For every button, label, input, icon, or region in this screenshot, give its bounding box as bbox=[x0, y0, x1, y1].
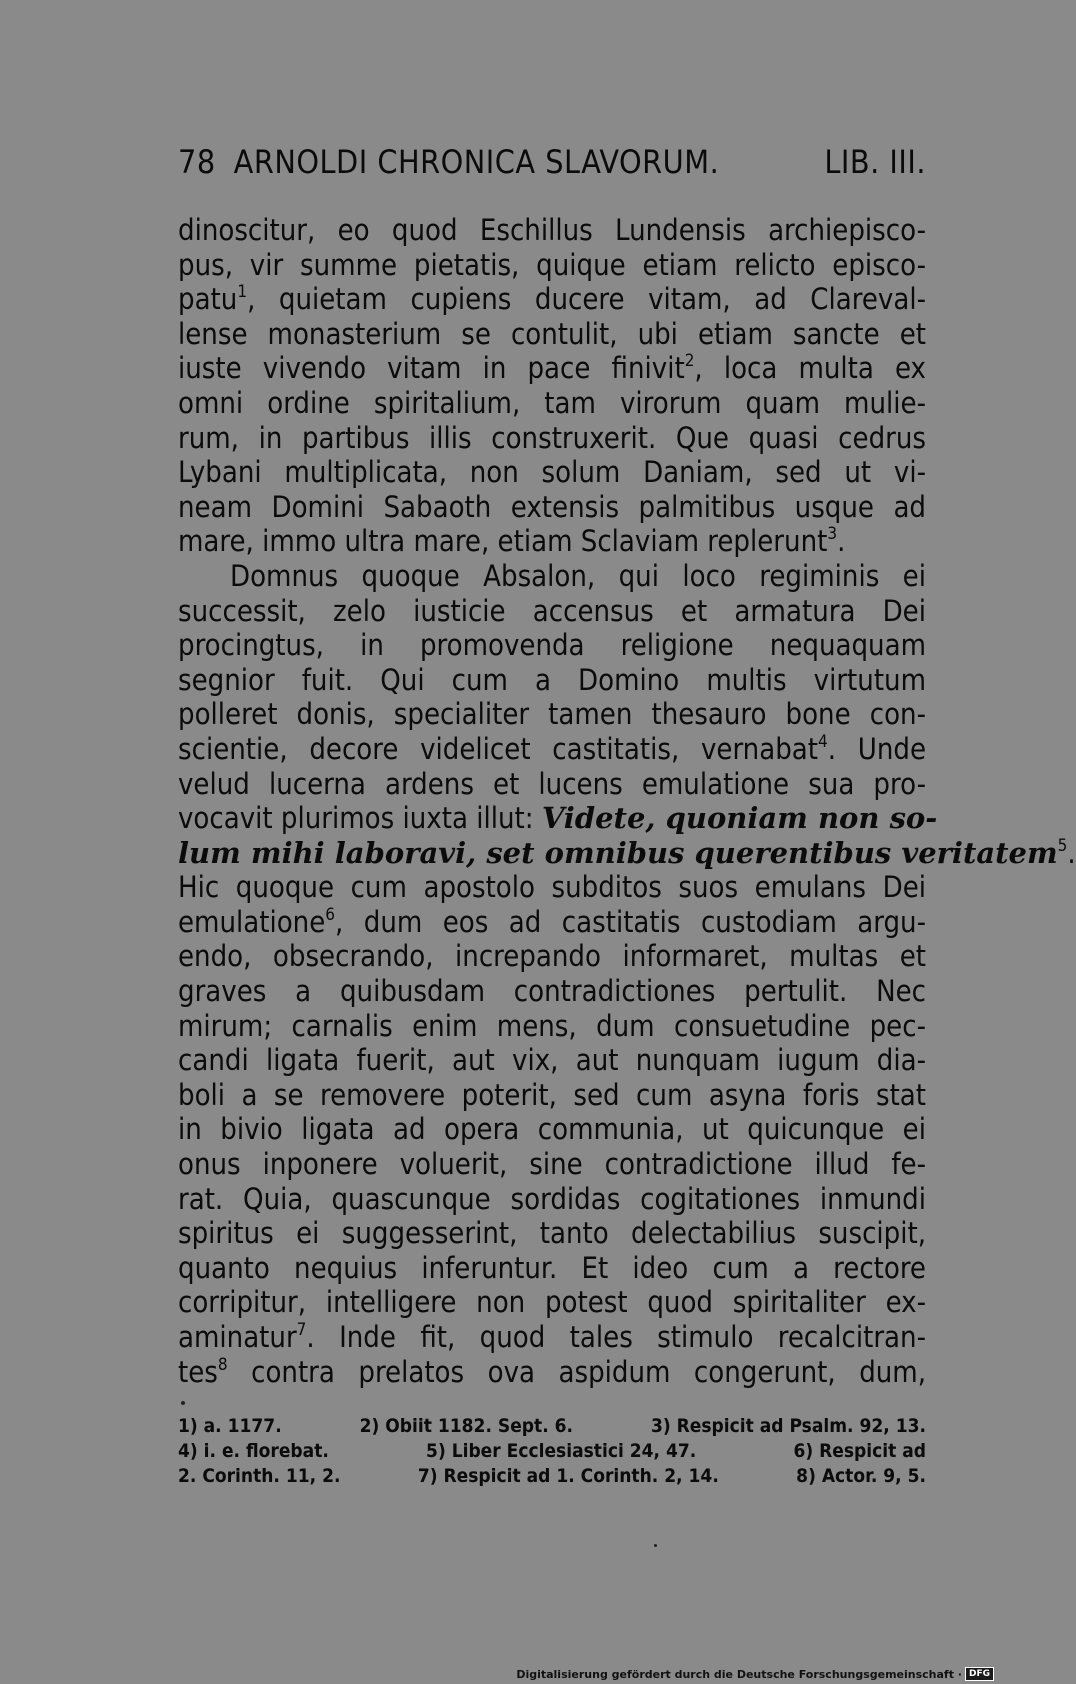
footnote-ref: 3 bbox=[827, 524, 838, 545]
footnote-row bbox=[178, 1464, 926, 1489]
text-line bbox=[178, 1112, 926, 1147]
text-line bbox=[178, 248, 926, 283]
text-line bbox=[178, 213, 926, 248]
text-line bbox=[178, 801, 938, 836]
line-text: patu bbox=[178, 282, 238, 317]
footnote: 5) Liber Ecclesiastici 24, 47. bbox=[426, 1440, 697, 1462]
line-text: polleret donis, specialiter tamen thesauro bone con- bbox=[178, 697, 926, 732]
line-text: , quietam cupiens ducere vitam, ad Clareval- bbox=[247, 282, 926, 317]
text-line bbox=[178, 1216, 926, 1251]
line-text: . Inde fit, quod tales stimulo recalcitran- bbox=[306, 1320, 926, 1354]
line-text: vocavit plurimos iuxta illut: bbox=[178, 801, 542, 836]
dfg-logo: DFG bbox=[965, 1667, 994, 1681]
text-line bbox=[178, 870, 926, 905]
line-text: iuste vivendo vitam in pace finivit bbox=[178, 351, 685, 386]
text-line bbox=[178, 697, 926, 732]
text-line bbox=[178, 455, 926, 490]
line-text: . bbox=[837, 524, 846, 559]
text-line bbox=[178, 524, 926, 559]
text-line bbox=[178, 974, 926, 1009]
footnote-ref: 6 bbox=[325, 904, 336, 925]
line-text: Domnus quoque Absalon, qui loco regiminis ei bbox=[230, 558, 926, 593]
text-line bbox=[178, 1147, 926, 1182]
line-text: onus inponere voluerit, sine contradictione illud fe- bbox=[178, 1147, 926, 1182]
footnote-ref: 4 bbox=[817, 731, 828, 752]
text-line bbox=[178, 767, 926, 802]
text-line bbox=[178, 594, 926, 629]
credit-text: Digitalisierung gefördert durch die Deutsche Forschungsgemeinschaft · bbox=[516, 1667, 962, 1681]
text-line bbox=[178, 1320, 926, 1355]
line-text: endo, obsecrando, increpando informaret, multas et bbox=[178, 939, 926, 974]
line-text: graves a quibusdam contradictiones pertulit. Nec bbox=[178, 974, 926, 1009]
line-text: omni ordine spiritalium, tam virorum quam mulie- bbox=[178, 385, 926, 420]
line-text: boli a se removere poterit, sed cum asyna foris stat bbox=[178, 1077, 926, 1112]
footnotes bbox=[178, 1414, 926, 1489]
running-header bbox=[178, 143, 926, 181]
text-line bbox=[178, 421, 926, 456]
text-line bbox=[178, 386, 926, 421]
footnote: 8) Actor. 9, 5. bbox=[796, 1465, 926, 1487]
line-text: dinoscitur, eo quod Eschillus Lundensis archiepisco- bbox=[178, 213, 926, 247]
footnote-ref: 7 bbox=[296, 1320, 307, 1340]
text-line bbox=[178, 663, 926, 698]
line-text: tes bbox=[178, 1354, 218, 1389]
line-text: in bivio ligata ad opera communia, ut quicunque ei bbox=[178, 1112, 926, 1147]
line-text: Lybani multiplicata, non solum Daniam, sed ut vi- bbox=[178, 455, 926, 490]
footnote: 6) Respicit ad bbox=[793, 1440, 926, 1462]
line-text: . bbox=[1067, 835, 1076, 870]
footnote-row bbox=[178, 1439, 926, 1464]
text-line bbox=[178, 317, 926, 352]
line-text: mare, immo ultra mare, etiam Sclaviam replerunt bbox=[178, 524, 828, 559]
text-line bbox=[178, 835, 1076, 871]
line-text: Hic quoque cum apostolo subditos suos emulans Dei bbox=[178, 870, 926, 905]
text-line bbox=[178, 1078, 926, 1113]
footnote-ref: 2 bbox=[684, 351, 695, 372]
line-text: quanto nequius inferuntur. Et ideo cum a rectore bbox=[178, 1250, 926, 1285]
text-line bbox=[178, 732, 926, 767]
text-line bbox=[178, 559, 926, 594]
line-text: , loca multa ex bbox=[694, 351, 926, 386]
footnote-row bbox=[178, 1414, 926, 1439]
page-number: 78 bbox=[178, 143, 216, 181]
text-line bbox=[178, 351, 926, 386]
footnote: 7) Respicit ad 1. Corinth. 2, 14. bbox=[417, 1465, 719, 1487]
line-text: spiritus ei suggesserint, tanto delectabilius suscipit, bbox=[178, 1216, 926, 1251]
line-text: aminatur bbox=[178, 1320, 297, 1354]
text-line bbox=[178, 1009, 926, 1044]
italic-quote: Videte, quoniam non so- bbox=[541, 801, 938, 836]
line-text: successit, zelo iusticie accensus et armatura Dei bbox=[178, 593, 926, 628]
line-text: candi ligata fuerit, aut vix, aut nunquam iugum dia- bbox=[178, 1043, 926, 1078]
line-text: , dum eos ad castitatis custodiam argu- bbox=[335, 904, 926, 939]
line-text: rum, in partibus illis construxerit. Que quasi cedrus bbox=[178, 420, 926, 455]
footnote-ref: 1 bbox=[237, 282, 248, 303]
italic-quote: lum mihi laboravi, set omnibus querentibus veritatem bbox=[178, 835, 1058, 870]
line-text: scientie, decore videlicet castitatis, vernabat bbox=[178, 731, 818, 766]
footnote: 2) Obiit 1182. Sept. 6. bbox=[359, 1415, 574, 1437]
text-line bbox=[178, 490, 926, 525]
footnote: 4) i. e. florebat. bbox=[178, 1440, 329, 1462]
text-line bbox=[178, 939, 926, 974]
line-text: corripitur, intelligere non potest quod spiritaliter ex- bbox=[178, 1285, 926, 1320]
stray-dot bbox=[654, 1544, 657, 1547]
footnote: 1) a. 1177. bbox=[178, 1415, 282, 1437]
line-text: velud lucerna ardens et lucens emulatione sua pro- bbox=[178, 766, 926, 801]
footnote: 3) Respicit ad Psalm. 92, 13. bbox=[650, 1415, 926, 1437]
body-text bbox=[178, 213, 1076, 1389]
text-line bbox=[178, 1355, 926, 1390]
line-text: neam Domini Sabaoth extensis palmitibus usque ad bbox=[178, 489, 926, 524]
line-text: pus, vir summe pietatis, quique etiam relicto episco- bbox=[178, 247, 926, 282]
header-book: LIB. III. bbox=[824, 143, 926, 181]
footnote-ref: 5 bbox=[1057, 835, 1068, 856]
text-line bbox=[178, 1285, 926, 1320]
line-text: emulatione bbox=[178, 904, 326, 939]
text-line bbox=[178, 1251, 926, 1286]
digitization-credit bbox=[516, 1667, 994, 1681]
line-text: rat. Quia, quascunque sordidas cogitationes inmundi bbox=[178, 1181, 926, 1216]
text-line bbox=[178, 905, 926, 940]
header-title: ARNOLDI CHRONICA SLAVORUM. bbox=[233, 143, 720, 181]
text-line bbox=[178, 628, 926, 663]
text-line bbox=[178, 1182, 926, 1217]
line-text: procingtus, in promovenda religione nequaquam bbox=[178, 628, 926, 663]
line-text: mirum; carnalis enim mens, dum consuetudine pec- bbox=[178, 1008, 926, 1043]
line-text: contra prelatos ova aspidum congerunt, dum, bbox=[227, 1354, 926, 1389]
footnote: 2. Corinth. 11, 2. bbox=[178, 1465, 341, 1487]
footnote-ref: 8 bbox=[217, 1354, 228, 1375]
text-line bbox=[178, 282, 926, 317]
stray-dot bbox=[181, 1401, 185, 1405]
text-line bbox=[178, 1043, 926, 1078]
line-text: lense monasterium se contulit, ubi etiam sancte et bbox=[178, 316, 926, 351]
line-text: segnior fuit. Qui cum a Domino multis virtutum bbox=[178, 662, 926, 697]
line-text: . Unde bbox=[827, 731, 926, 766]
